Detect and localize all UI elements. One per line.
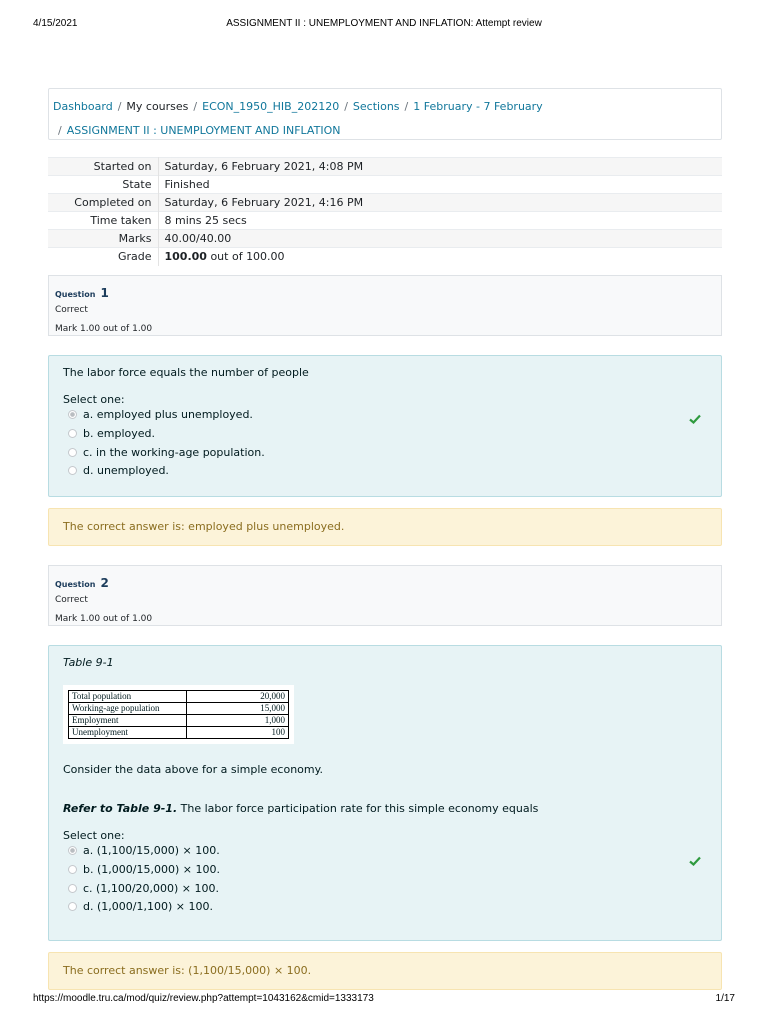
question-mark: Mark 1.00 out of 1.00	[55, 613, 153, 624]
check-icon	[689, 414, 701, 424]
answer-label: d. unemployed.	[83, 464, 169, 478]
correct-answer-text: The correct answer is: employed plus unemployed.	[63, 520, 345, 533]
summary-value: Saturday, 6 February 2021, 4:08 PM	[164, 160, 364, 173]
table-cell: 15,000	[187, 702, 289, 714]
correct-answer-feedback	[48, 952, 722, 990]
summary-label: Grade	[48, 248, 158, 266]
question-state: Correct	[55, 594, 88, 605]
breadcrumb-separator: /	[193, 100, 198, 113]
question-state: Correct	[55, 304, 88, 315]
table-cell: 20,000	[187, 690, 289, 702]
summary-value: Finished	[164, 178, 210, 191]
table-cell: 100	[187, 726, 289, 738]
answer-option[interactable]	[63, 898, 707, 917]
summary-row	[48, 212, 722, 230]
print-footer	[0, 993, 768, 1007]
answer-option[interactable]	[63, 406, 707, 425]
answer-label: a. (1,100/15,000) × 100.	[83, 844, 220, 858]
question-label: Question	[55, 579, 96, 589]
print-page-number: 1/17	[715, 993, 735, 1004]
summary-row	[48, 158, 722, 176]
summary-row	[48, 230, 722, 248]
breadcrumb-week[interactable]: 1 February - 7 February	[413, 100, 543, 113]
summary-label: Completed on	[48, 194, 158, 212]
table-cell: Total population	[69, 690, 187, 702]
radio[interactable]	[68, 466, 77, 475]
answer-label: c. in the working-age population.	[83, 445, 265, 459]
print-header	[0, 18, 768, 32]
summary-label: Started on	[48, 158, 158, 176]
breadcrumb-separator: /	[344, 100, 348, 113]
breadcrumb-my-courses[interactable]: My courses	[126, 100, 189, 113]
summary-row	[48, 176, 722, 194]
table-row	[69, 690, 289, 702]
check-icon	[689, 856, 701, 866]
breadcrumb-course[interactable]: ECON_1950_HIB_202120	[202, 100, 340, 113]
radio[interactable]	[68, 865, 77, 874]
answer-option[interactable]	[63, 879, 707, 898]
summary-label: Time taken	[48, 212, 158, 230]
radio-selected[interactable]	[68, 846, 77, 855]
question-number: 2	[100, 575, 109, 590]
table-cell: 1,000	[187, 714, 289, 726]
answer-label: c. (1,100/20,000) × 100.	[83, 881, 220, 895]
radio-selected[interactable]	[68, 410, 77, 419]
summary-value	[158, 248, 722, 266]
answer-label: d. (1,000/1,100) × 100.	[83, 900, 213, 914]
answer-option[interactable]	[63, 443, 707, 462]
question-label: Question	[55, 289, 96, 299]
radio[interactable]	[68, 902, 77, 911]
question-mark: Mark 1.00 out of 1.00	[55, 323, 153, 334]
radio[interactable]	[68, 448, 77, 457]
question-text-body: The labor force participation rate for this simple economy equals	[177, 801, 539, 815]
table-cell: Working-age population	[69, 702, 187, 714]
radio[interactable]	[68, 429, 77, 438]
question-intro: Consider the data above for a simple economy.	[63, 762, 324, 776]
answer-option[interactable]	[63, 842, 707, 861]
breadcrumb-separator: /	[117, 100, 122, 113]
print-date: 4/15/2021	[33, 18, 78, 29]
table-title: Table 9-1	[63, 655, 114, 669]
print-title: ASSIGNMENT II : UNEMPLOYMENT AND INFLATION: Attempt review	[226, 18, 542, 29]
table-reference: Refer to Table 9-1.	[63, 801, 178, 815]
breadcrumb-separator: /	[58, 124, 62, 137]
data-table-image	[63, 685, 294, 744]
question-formulation	[48, 645, 722, 941]
answer-option[interactable]	[63, 462, 707, 481]
breadcrumb-sections[interactable]: Sections	[352, 100, 400, 113]
grade-suffix: out of 100.00	[210, 250, 285, 264]
print-url: https://moodle.tru.ca/mod/quiz/review.php?attempt=1043162&cmid=1333173	[33, 993, 374, 1004]
question-number: 1	[100, 285, 109, 300]
summary-label: State	[48, 176, 158, 194]
table-cell: Unemployment	[69, 726, 187, 738]
answer-option[interactable]	[63, 860, 707, 879]
summary-value: 40.00/40.00	[164, 232, 232, 245]
question-info	[48, 565, 722, 626]
breadcrumb-assignment[interactable]: ASSIGNMENT II : UNEMPLOYMENT AND INFLATION	[66, 124, 341, 137]
main-content	[48, 88, 722, 990]
summary-row	[48, 248, 722, 266]
table-row	[69, 714, 289, 726]
breadcrumb-dashboard[interactable]: Dashboard	[53, 100, 113, 113]
select-one-label: Select one:	[63, 828, 125, 842]
answer-option[interactable]	[63, 424, 707, 443]
select-one-label: Select one:	[63, 392, 125, 406]
answer-label: b. (1,000/15,000) × 100.	[83, 863, 220, 877]
summary-value: Saturday, 6 February 2021, 4:16 PM	[164, 196, 364, 209]
data-table	[68, 690, 289, 739]
question-formulation	[48, 355, 722, 497]
table-cell: Employment	[69, 714, 187, 726]
question-text	[63, 802, 707, 815]
correct-answer-text: The correct answer is: (1,100/15,000) × 100.	[63, 964, 312, 977]
question-info	[48, 275, 722, 336]
summary-value: 8 mins 25 secs	[164, 214, 247, 227]
grade-value: 100.00	[164, 250, 207, 264]
table-row	[69, 702, 289, 714]
correct-answer-feedback	[48, 508, 722, 546]
answer-label: b. employed.	[83, 427, 155, 441]
radio[interactable]	[68, 884, 77, 893]
summary-label: Marks	[48, 230, 158, 248]
attempt-summary-table	[48, 157, 722, 266]
breadcrumb-separator: /	[404, 100, 409, 113]
answer-label: a. employed plus unemployed.	[83, 408, 253, 422]
table-row	[69, 726, 289, 738]
summary-row	[48, 194, 722, 212]
breadcrumb	[48, 88, 722, 140]
question-text: The labor force equals the number of people	[63, 365, 309, 379]
